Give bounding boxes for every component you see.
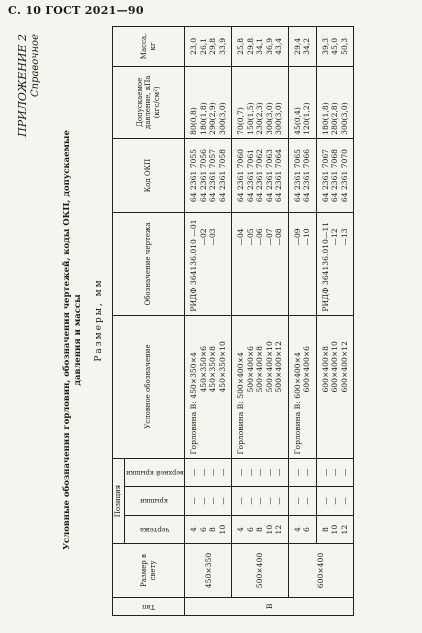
okp-cell: 64 2361 7060 64 2361 7061 64 2361 7062 64 2361 7063 64 2361 7064	[232, 138, 289, 212]
table-header-row	[113, 27, 125, 616]
okp-cell: 64 2361 7055 64 2361 7056 64 2361 7057 64 2361 7058	[185, 138, 232, 212]
pos-drawing-cell: 4 6 8 10 12	[232, 515, 289, 544]
col-type: Тип	[113, 597, 185, 615]
col-pressure: Допускаемое давление, кПа (кгс/см²)	[113, 66, 185, 138]
pos-top-cell: — — —	[316, 458, 354, 487]
col-mass: Масса, кг	[113, 27, 185, 67]
page-header: С. 10 ГОСТ 2021—90	[8, 4, 144, 17]
col-pos-cover: крышки	[124, 487, 185, 516]
pos-drawing-cell: 4 6	[288, 515, 316, 544]
designation-cell: Горловина В: 450×350×4 450×350×6 450×350×8 450×350×10	[185, 315, 232, 458]
col-size: Размер в свету	[113, 544, 185, 597]
table-row	[185, 27, 232, 616]
units-note: Размеры, мм	[94, 278, 104, 362]
size-cell: 450×350	[185, 544, 232, 597]
pos-top-cell: — — — — —	[232, 458, 289, 487]
size-cell: 600×400	[288, 544, 354, 597]
table-body	[185, 27, 354, 616]
mass-cell: 23,0 26,1 29,8 33,9	[185, 27, 232, 67]
designation-cell: Горловина В: 500×400×4 500×400×6 500×400×8 500×400×10 500×400×12	[232, 315, 289, 458]
col-pos-drawing: чертежа	[124, 515, 185, 544]
col-drawing: Обозначение чертежа	[113, 213, 185, 315]
col-position: Позиция	[113, 458, 125, 544]
mass-cell: 25,8 29,8 34,1 36,9 43,4	[232, 27, 289, 67]
pressure-cell: 80(0,8) 180(1,8) 290(2,9) 300(3,0)	[185, 66, 232, 138]
pos-cover-cell: — — — —	[185, 487, 232, 516]
table-row	[288, 27, 316, 616]
drawing-cell: —09 —10	[288, 213, 316, 315]
pos-cover-cell: — — —	[316, 487, 354, 516]
table-caption: Условные обозначения горловин, обозначения чертежей, коды ОКП, допускаемые давления и массы	[62, 130, 83, 550]
appendix-block	[16, 34, 41, 137]
appendix-note: Справочное	[30, 34, 41, 98]
pressure-cell: 45(0,4) 120(1,2)	[288, 66, 316, 138]
size-cell: 500×400	[232, 544, 289, 597]
designation-cell: Горловина В: 600×400×4 600×400×6	[288, 315, 316, 458]
table-row	[232, 27, 289, 616]
gorlovina-table	[112, 26, 354, 616]
appendix-title: ПРИЛОЖЕНИЕ 2	[16, 34, 29, 137]
type-cell: В	[185, 597, 354, 615]
mass-cell: 29,4 34,2	[288, 27, 316, 67]
okp-cell: 64 2361 7065 64 2361 7066	[288, 138, 316, 212]
pos-drawing-cell: 8 10 12	[316, 515, 354, 544]
okp-cell: 64 2361 7067 64 2361 7068 64 2361 7070	[316, 138, 354, 212]
drawing-cell: РИДФ 364136.010 —01 —02 —03	[185, 213, 232, 315]
pos-cover-cell: — —	[288, 487, 316, 516]
drawing-cell: РИДФ 364136.010—11 —12 —13	[316, 213, 354, 315]
table-row	[316, 27, 354, 616]
pos-drawing-cell: 4 6 8 10	[185, 515, 232, 544]
drawing-cell: —04 —05 —06 —07 —08	[232, 213, 289, 315]
col-designation: Условное обозначение	[113, 315, 185, 458]
pressure-cell: 70(0,7) 150(1,5) 230(2,3) 300(3,0) 300(3,0)	[232, 66, 289, 138]
pos-cover-cell: — — — — —	[232, 487, 289, 516]
pressure-cell: 180(1,8) 280(2,8) 300(3,0)	[316, 66, 354, 138]
pos-top-cell: — — — —	[185, 458, 232, 487]
col-pos-top: верхней крышки	[124, 458, 185, 487]
designation-cell: 600×400×8 600×400×10 600×400×12	[316, 315, 354, 458]
mass-cell: 39,3 45,0 50,3	[316, 27, 354, 67]
rotated-page-content	[10, 20, 415, 620]
col-okp: Код ОКП	[113, 138, 185, 212]
pos-top-cell: — —	[288, 458, 316, 487]
